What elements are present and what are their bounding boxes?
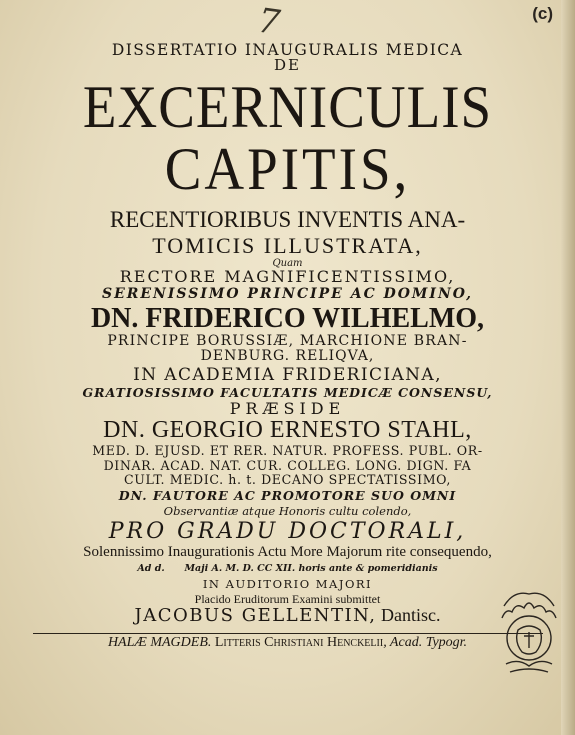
praeses-name: DN. GEORGIO ERNESTO STAHL, — [103, 417, 472, 444]
imprint-printer: Litteris Christiani Henckelii — [211, 634, 384, 650]
imprint-rule — [33, 633, 543, 634]
main-title-line-2: CAPITIS, — [164, 134, 411, 202]
dissertation-heading: DISSERTATIO INAUGURALIS MEDICA — [111, 41, 464, 59]
prince-name: DN. FRIDERICO WILHELMO, — [90, 302, 485, 334]
praeses-titles-line-2: DINAR. ACAD. NAT. CUR. COLLEG. LONG. DIGN. FA — [103, 457, 472, 473]
rector-line: RECTORE MAGNIFICENTISSIMO, — [119, 267, 456, 287]
shelfmark: (c) — [532, 4, 553, 23]
imprint-place: HALÆ MAGDEB. — [107, 634, 212, 650]
praeside-line: PRÆSIDE — [229, 399, 346, 419]
date-line: Ad d. Maji A. M. D. CC XII. horis ante & pomeridianis — [137, 563, 438, 575]
examination-line: Placido Eruditorum Examini submittet — [194, 592, 381, 607]
degree-line: PRO GRADU DOCTORALI, — [108, 519, 467, 545]
praeses-titles-line-1: MED. D. EJUSD. ET RER. NATUR. PROFESS. PUBL. OR- — [92, 443, 483, 459]
ceremony-line: Solennissimo Inaugurationis Actu More Majorum rite consequendo, — [83, 544, 492, 561]
subtitle-line-2: TOMICIS ILLUSTRATA, — [152, 232, 423, 258]
preposition-de: DE — [274, 56, 301, 75]
imprint-typographer: , Acad. Typogr. — [383, 634, 468, 650]
prince-titles-line-1: PRINCIPE BORUSSIÆ, MARCHIONE BRAN- — [107, 333, 468, 350]
handwritten-mark: 7 — [255, 0, 283, 44]
main-title-line-1: EXCERNICULIS — [82, 72, 493, 141]
academy-line: IN ACADEMIA FRIDERICIANA, — [133, 364, 442, 385]
imprint-line — [0, 636, 575, 651]
word-quam: Quam — [272, 257, 303, 269]
auditorium-line: IN AUDITORIO MAJORI — [202, 577, 373, 592]
author-origin: Dantisc. — [376, 604, 441, 625]
faculty-consent-line: GRATIOSISSIMO FACULTATIS MEDICÆ CONSENSU, — [82, 385, 493, 401]
library-stamp — [498, 586, 560, 676]
author-name: JACOBUS GELLENTIN, — [134, 604, 377, 626]
subtitle-line-1: RECENTIORIBUS INVENTIS ANA- — [109, 206, 466, 232]
observance-line: Observantiæ atque Honoris cultu colendo, — [163, 504, 412, 519]
author-line — [0, 606, 575, 626]
prince-titles-line-2: DENBURG. RELIQVA, — [200, 347, 375, 364]
prince-title-line: SERENISSIMO PRINCIPE AC DOMINO, — [101, 286, 474, 303]
patron-line: DN. FAUTORE AC PROMOTORE SUO OMNI — [118, 488, 457, 504]
praeses-titles-line-3: CULT. MEDIC. h. t. DECANO SPECTATISSIMO, — [124, 471, 451, 487]
